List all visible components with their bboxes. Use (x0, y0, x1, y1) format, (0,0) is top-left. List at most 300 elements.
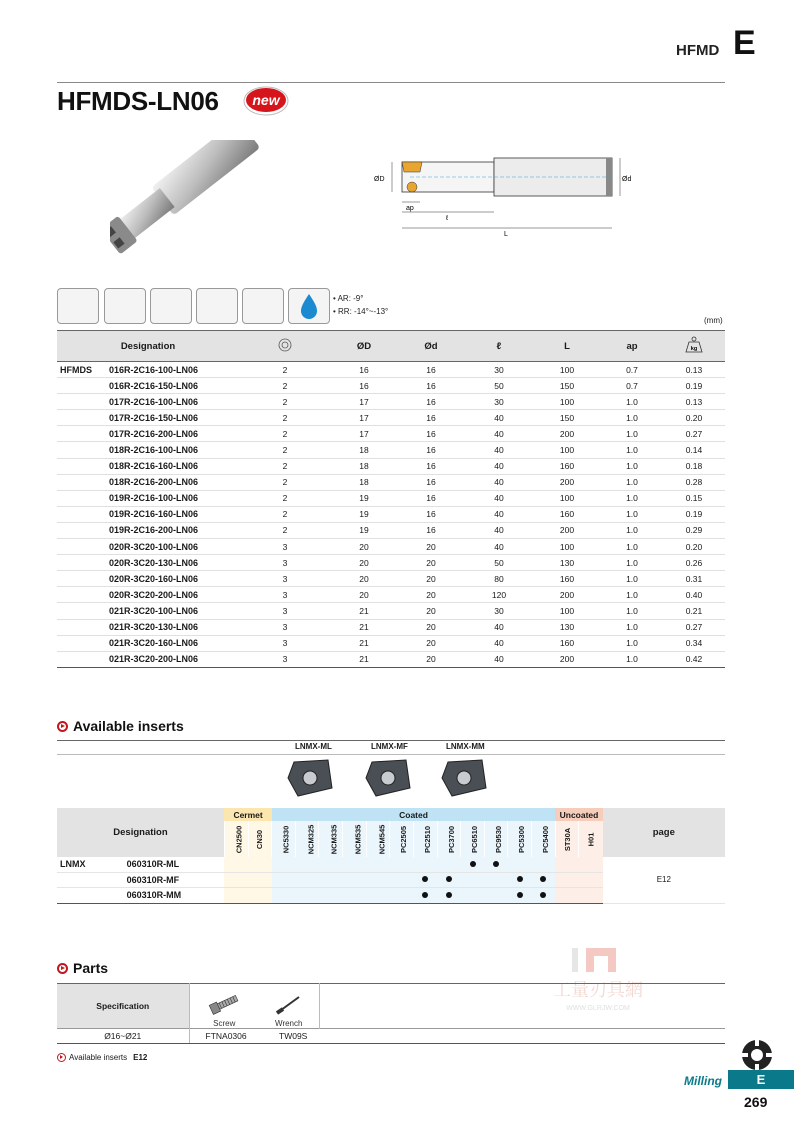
cell-L: 100 (533, 603, 601, 619)
header-section-letter: E (733, 24, 756, 62)
shoulder-milling-icon (104, 288, 146, 324)
slotting-icon (150, 288, 192, 324)
cell-l: 40 (465, 522, 533, 538)
cell-z: 2 (239, 490, 331, 506)
designation-cell: 017R-2C16-150-LN06 (109, 410, 239, 426)
cell-kg: 0.19 (663, 506, 725, 522)
cell-L: 100 (533, 442, 601, 458)
grade-cell (295, 857, 319, 872)
grade-cell (343, 872, 367, 888)
grade-cell (272, 857, 296, 872)
milling-cutter-icon (740, 1038, 774, 1072)
grade-cell (413, 857, 437, 872)
cell-ap: 1.0 (601, 442, 663, 458)
unit-label: (mm) (704, 316, 723, 325)
cell-l: 30 (465, 603, 533, 619)
grade-header: PC9530 (484, 821, 508, 857)
cell-kg: 0.13 (663, 394, 725, 410)
cell-d: 16 (397, 522, 465, 538)
cell-z: 3 (239, 539, 331, 555)
grade-cell (390, 857, 414, 872)
grade-cell (508, 857, 532, 872)
arrow-circle-icon (57, 1053, 66, 1062)
cell-z: 3 (239, 603, 331, 619)
teeth-count-icon (239, 331, 331, 362)
grade-cell (366, 872, 390, 888)
cell-D: 19 (331, 522, 397, 538)
weight-kg-icon (663, 331, 725, 362)
group-cell (57, 603, 109, 619)
table-row (57, 506, 725, 522)
cell-D: 18 (331, 474, 397, 490)
watermark-url: WWW.GLRJW.COM (566, 1005, 630, 1012)
parts-section-title: Parts (57, 960, 108, 976)
grade-header: PC5400 (532, 821, 556, 857)
grade-header: PC3700 (437, 821, 461, 857)
grade-header: PC5300 (508, 821, 532, 857)
grade-family-uncoated: Uncoated (555, 808, 602, 821)
badge-text: new (252, 92, 280, 108)
grade-cell (295, 872, 319, 888)
table-row (57, 651, 725, 667)
cell-ap: 1.0 (601, 426, 663, 442)
cell-L: 200 (533, 522, 601, 538)
grade-header: H01 (579, 821, 603, 857)
cell-L: 100 (533, 490, 601, 506)
group-cell (57, 378, 109, 394)
page-title: HFMDS-LN06 (57, 86, 219, 116)
cell-z: 3 (239, 619, 331, 635)
angle-notes (333, 292, 388, 318)
availability-dot (422, 876, 428, 882)
cell-l: 40 (465, 506, 533, 522)
cell-kg: 0.42 (663, 651, 725, 667)
cell-L: 160 (533, 506, 601, 522)
grade-group-cell (57, 888, 117, 904)
table-row (57, 490, 725, 506)
grade-cell (437, 888, 461, 904)
designation-cell: 016R-2C16-100-LN06 (109, 362, 239, 378)
cell-ap: 1.0 (601, 458, 663, 474)
cell-d: 20 (397, 587, 465, 603)
cell-D: 20 (331, 555, 397, 571)
group-cell (57, 635, 109, 651)
parts-range: Ø16~Ø21 (57, 1029, 189, 1044)
cell-kg: 0.20 (663, 410, 725, 426)
grade-cell (532, 857, 556, 872)
availability-dot (517, 892, 523, 898)
footnote-text: Available inserts (69, 1053, 128, 1062)
cell-z: 2 (239, 474, 331, 490)
cell-ap: 1.0 (601, 522, 663, 538)
grade-cell (319, 857, 343, 872)
cell-kg: 0.31 (663, 571, 725, 587)
cell-d: 16 (397, 458, 465, 474)
header-divider (57, 82, 725, 83)
cell-l: 40 (465, 458, 533, 474)
group-cell (57, 555, 109, 571)
cell-ap: 1.0 (601, 587, 663, 603)
insert-mm-icon (438, 756, 490, 800)
designation-cell: 021R-3C20-100-LN06 (109, 603, 239, 619)
cell-z: 2 (239, 394, 331, 410)
grade-family-cermet: Cermet (224, 808, 271, 821)
group-cell (57, 474, 109, 490)
cell-kg: 0.34 (663, 635, 725, 651)
inserts-top-line (57, 740, 725, 741)
insert-designation-cell: 060310R-ML (117, 857, 225, 872)
grade-cell (390, 888, 414, 904)
designation-cell: 017R-2C16-200-LN06 (109, 426, 239, 442)
grade-cell (413, 888, 437, 904)
designation-cell: 018R-2C16-200-LN06 (109, 474, 239, 490)
cell-z: 3 (239, 571, 331, 587)
cell-D: 17 (331, 394, 397, 410)
grade-designation-header: Designation (57, 808, 224, 857)
designation-cell: 018R-2C16-100-LN06 (109, 442, 239, 458)
cell-ap: 1.0 (601, 555, 663, 571)
cell-kg: 0.13 (663, 362, 725, 378)
designation-cell: 020R-3C20-100-LN06 (109, 539, 239, 555)
cell-D: 20 (331, 571, 397, 587)
footer-section-tab: E (728, 1070, 794, 1089)
group-cell (57, 651, 109, 667)
cell-kg: 0.18 (663, 458, 725, 474)
insert-designation-cell: 060310R-MM (117, 888, 225, 904)
grade-group-cell (57, 872, 117, 888)
cell-D: 21 (331, 619, 397, 635)
label-l: ℓ (446, 215, 449, 222)
insert-ml-icon (284, 756, 336, 800)
group-cell (57, 506, 109, 522)
grade-cell (272, 888, 296, 904)
cell-l: 40 (465, 474, 533, 490)
cell-ap: 1.0 (601, 410, 663, 426)
grade-header: PC2505 (390, 821, 414, 857)
cell-ap: 1.0 (601, 571, 663, 587)
cell-d: 20 (397, 571, 465, 587)
cell-L: 150 (533, 410, 601, 426)
grade-page-ref: E12 (603, 857, 725, 903)
group-cell (57, 458, 109, 474)
grade-cell (319, 872, 343, 888)
cell-kg: 0.14 (663, 442, 725, 458)
group-label: HFMDS (57, 362, 109, 378)
cell-ap: 1.0 (601, 603, 663, 619)
wrench-code: TW09S (259, 1029, 319, 1044)
table-row (57, 635, 725, 651)
arrow-circle-icon (57, 963, 68, 974)
group-cell (57, 442, 109, 458)
cell-D: 21 (331, 651, 397, 667)
cell-l: 30 (465, 394, 533, 410)
cell-d: 20 (397, 555, 465, 571)
cell-L: 160 (533, 571, 601, 587)
cell-L: 150 (533, 378, 601, 394)
grade-header: NCM325 (295, 821, 319, 857)
cell-l: 40 (465, 651, 533, 667)
cell-kg: 0.27 (663, 426, 725, 442)
group-cell (57, 426, 109, 442)
cell-D: 20 (331, 587, 397, 603)
grade-page-header: page (603, 808, 725, 857)
weight-unit: kg (690, 345, 698, 352)
new-badge-icon (242, 84, 290, 118)
designation-cell: 020R-3C20-200-LN06 (109, 587, 239, 603)
table-row (57, 555, 725, 571)
cell-z: 2 (239, 506, 331, 522)
cell-D: 19 (331, 506, 397, 522)
grade-cell (413, 872, 437, 888)
designation-cell: 021R-3C20-160-LN06 (109, 635, 239, 651)
designation-cell: 016R-2C16-150-LN06 (109, 378, 239, 394)
cell-l: 40 (465, 426, 533, 442)
grade-cell (461, 888, 485, 904)
screw-label: Screw (213, 1019, 236, 1028)
grade-cell (532, 888, 556, 904)
table-row (57, 587, 725, 603)
cell-d: 16 (397, 394, 465, 410)
table-row (57, 458, 725, 474)
cell-d: 20 (397, 539, 465, 555)
cell-l: 30 (465, 362, 533, 378)
cell-z: 3 (239, 651, 331, 667)
cell-l: 40 (465, 635, 533, 651)
cell-z: 2 (239, 458, 331, 474)
col-designation: Designation (57, 331, 239, 362)
insert-grade-table (57, 808, 725, 904)
cell-D: 16 (331, 362, 397, 378)
table-row (57, 474, 725, 490)
footnote (57, 1053, 147, 1062)
cell-L: 130 (533, 555, 601, 571)
cell-ap: 1.0 (601, 490, 663, 506)
cell-L: 200 (533, 474, 601, 490)
col-ap: ap (601, 331, 663, 362)
cell-l: 40 (465, 619, 533, 635)
cell-ap: 1.0 (601, 619, 663, 635)
wrench-label: Wrench (275, 1019, 303, 1028)
cell-d: 16 (397, 474, 465, 490)
designation-cell: 019R-2C16-100-LN06 (109, 490, 239, 506)
grade-cell (461, 872, 485, 888)
label-d: Ød (622, 176, 632, 183)
designation-cell: 019R-2C16-200-LN06 (109, 522, 239, 538)
cell-l: 50 (465, 378, 533, 394)
cell-kg: 0.28 (663, 474, 725, 490)
cell-d: 16 (397, 442, 465, 458)
cell-ap: 1.0 (601, 635, 663, 651)
cell-d: 20 (397, 651, 465, 667)
insert-name-mm: LNMX-MM (446, 742, 485, 751)
availability-dot (446, 876, 452, 882)
cell-l: 40 (465, 490, 533, 506)
cell-kg: 0.21 (663, 603, 725, 619)
cell-z: 2 (239, 442, 331, 458)
cell-d: 20 (397, 619, 465, 635)
cell-l: 50 (465, 555, 533, 571)
cell-ap: 1.0 (601, 539, 663, 555)
grade-header: PC2510 (413, 821, 437, 857)
designation-cell: 021R-3C20-130-LN06 (109, 619, 239, 635)
group-cell (57, 587, 109, 603)
cell-d: 16 (397, 362, 465, 378)
grade-cell (248, 857, 272, 872)
grade-cell (484, 888, 508, 904)
col-L: L (533, 331, 601, 362)
grade-header: NCM335 (319, 821, 343, 857)
watermark-cjk: 工量刃具網 (553, 980, 643, 1001)
grade-cell (272, 872, 296, 888)
cell-z: 2 (239, 378, 331, 394)
group-cell (57, 522, 109, 538)
grade-cell (508, 888, 532, 904)
label-ap: ap (406, 205, 414, 212)
grade-cell (484, 857, 508, 872)
insert-name-ml: LNMX-ML (295, 742, 332, 751)
cell-L: 160 (533, 635, 601, 651)
grade-cell (461, 857, 485, 872)
cell-d: 16 (397, 506, 465, 522)
grade-cell (224, 857, 248, 872)
designation-cell: 020R-3C20-130-LN06 (109, 555, 239, 571)
grade-cell (319, 888, 343, 904)
table-row (57, 410, 725, 426)
col-d: Ød (397, 331, 465, 362)
cell-kg: 0.19 (663, 378, 725, 394)
grade-cell (224, 888, 248, 904)
header-category: HFMD (676, 42, 720, 59)
cell-ap: 1.0 (601, 506, 663, 522)
cell-kg: 0.20 (663, 539, 725, 555)
cell-z: 3 (239, 555, 331, 571)
table-row (57, 571, 725, 587)
cell-d: 16 (397, 378, 465, 394)
cell-z: 3 (239, 635, 331, 651)
cell-D: 16 (331, 378, 397, 394)
grade-cell (437, 872, 461, 888)
grade-header: PC6510 (461, 821, 485, 857)
grade-cell (579, 857, 603, 872)
face-milling-icon (57, 288, 99, 324)
cell-z: 2 (239, 362, 331, 378)
grade-cell (343, 888, 367, 904)
cell-D: 19 (331, 490, 397, 506)
designation-cell: 020R-3C20-160-LN06 (109, 571, 239, 587)
table-row (57, 619, 725, 635)
grade-header: NCM535 (343, 821, 367, 857)
cell-L: 100 (533, 362, 601, 378)
cell-D: 20 (331, 539, 397, 555)
grade-cell (579, 872, 603, 888)
grade-cell (343, 857, 367, 872)
screw-column (189, 984, 259, 1029)
cell-ap: 1.0 (601, 474, 663, 490)
cell-D: 17 (331, 426, 397, 442)
grade-header: CN30 (248, 821, 272, 857)
cell-kg: 0.29 (663, 522, 725, 538)
cell-ap: 1.0 (601, 394, 663, 410)
insert-designation-cell: 060310R-MF (117, 872, 225, 888)
grade-cell (366, 857, 390, 872)
availability-dot (517, 876, 523, 882)
table-row (57, 522, 725, 538)
cell-l: 80 (465, 571, 533, 587)
availability-dot (493, 861, 499, 867)
table-row (57, 426, 725, 442)
designation-cell: 017R-2C16-100-LN06 (109, 394, 239, 410)
designation-cell: 021R-3C20-200-LN06 (109, 651, 239, 667)
cell-ap: 0.7 (601, 378, 663, 394)
grade-cell (579, 888, 603, 904)
cell-ap: 0.7 (601, 362, 663, 378)
footer-section-name: Milling (684, 1074, 722, 1088)
group-cell (57, 619, 109, 635)
group-cell (57, 539, 109, 555)
pocketing-icon (242, 288, 284, 324)
cell-L: 100 (533, 394, 601, 410)
cell-kg: 0.27 (663, 619, 725, 635)
availability-dot (422, 892, 428, 898)
grade-cell (295, 888, 319, 904)
cell-L: 130 (533, 619, 601, 635)
availability-dot (540, 892, 546, 898)
cell-kg: 0.26 (663, 555, 725, 571)
cell-l: 40 (465, 442, 533, 458)
insert-mf-icon (362, 756, 414, 800)
grade-header: ST30A (555, 821, 579, 857)
table-row (57, 539, 725, 555)
grade-header: CN2500 (224, 821, 248, 857)
cell-L: 200 (533, 587, 601, 603)
cell-D: 18 (331, 442, 397, 458)
insert-name-mf: LNMX-MF (371, 742, 408, 751)
grade-cell (555, 888, 579, 904)
group-cell (57, 394, 109, 410)
inserts-section-title: Available inserts (57, 718, 184, 734)
cell-z: 3 (239, 587, 331, 603)
grade-cell (390, 872, 414, 888)
group-cell (57, 571, 109, 587)
label-D: ØD (374, 176, 385, 183)
availability-dot (446, 892, 452, 898)
table-row (57, 442, 725, 458)
rr-angle: • RR: -14°~-13° (333, 307, 389, 316)
grade-cell (366, 888, 390, 904)
grade-cell (555, 857, 579, 872)
cell-d: 16 (397, 490, 465, 506)
page-number: 269 (744, 1094, 768, 1110)
group-cell (57, 410, 109, 426)
cell-z: 2 (239, 426, 331, 442)
cell-d: 20 (397, 635, 465, 651)
grade-cell (555, 872, 579, 888)
cell-l: 40 (465, 410, 533, 426)
grade-header: NCM545 (366, 821, 390, 857)
col-l: ℓ (465, 331, 533, 362)
cell-d: 16 (397, 410, 465, 426)
grade-header: NC5330 (272, 821, 296, 857)
table-row (57, 394, 725, 410)
table-row (57, 362, 725, 378)
screw-icon (206, 991, 242, 1017)
cell-l: 120 (465, 587, 533, 603)
availability-dot (470, 861, 476, 867)
wrench-icon (271, 991, 307, 1017)
cell-L: 100 (533, 539, 601, 555)
table-row (57, 378, 725, 394)
cell-kg: 0.15 (663, 490, 725, 506)
